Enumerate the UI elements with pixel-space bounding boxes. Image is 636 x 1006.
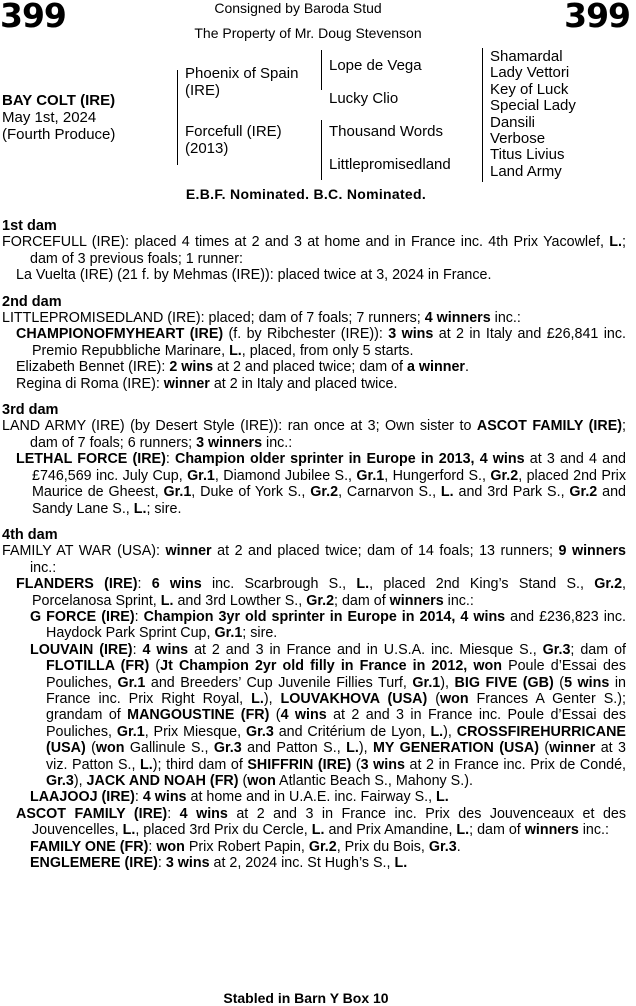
progeny-entry: Elizabeth Bennet (IRE): 2 wins at 2 and placed twice; dam of a winner. (16, 359, 469, 376)
pedigree-grandsire-sire: Lope de Vega (329, 57, 422, 74)
progeny-entry: LAAJOOJ (IRE): 4 wins at home and in U.A.E. inc. Fairway S., L. (30, 789, 449, 806)
section-heading: 4th dam (2, 526, 58, 543)
progeny-entry: ASCOT FAMILY (IRE): 4 wins at 2 and 3 in France inc. Prix des Jouvenceaux et des Jouvencelles, L., placed 3rd Prix du Cercle, L. and Prix Amandine, L.; dam of winners inc.: (16, 805, 626, 839)
pedigree-divider (482, 48, 483, 86)
progeny-entry: Regina di Roma (IRE): winner at 2 in Italy and placed twice. (16, 375, 398, 392)
pedigree-divider (321, 50, 322, 90)
pedigree-sire: Phoenix of Spain (IRE) (185, 65, 299, 99)
pedigree-great-grandparents: Shamardal Lady Vettori Key of Luck Special Lady Dansili Verbose Titus Livius Land Army (490, 48, 576, 180)
progeny-entry: G FORCE (IRE): Champion 3yr old sprinter in Europe in 2014, 4 wins and £236,823 inc. Haydock Park Sprint Cup, Gr.1; sire. (30, 608, 626, 642)
dam-paragraph: LAND ARMY (IRE) (by Desert Style (IRE)): ran once at 3; Own sister to ASCOT FAMILY (IRE); dam of 7 foals; 6 runners; 3 winners inc.: (2, 418, 626, 451)
stabling-info: Stabled in Barn Y Box 10 (223, 990, 389, 1006)
pedigree-divider (321, 120, 322, 180)
progeny-entry: LOUVAIN (IRE): 4 wins at 2 and 3 in France and in U.S.A. inc. Miesque S., Gr.3; dam of FLOTILLA (FR) (Jt Champion 2yr old filly in France in 2012, won Poule d’Essai des Pouliches, Gr.1 and Breeders’ Cup Juvenile Fillies Turf, Gr.1), BIG FIVE (GB) (5 wins in France inc. Prix Right Royal, L.), LOUVAKHOVA (USA) (won Frances A Genter S.); grandam of MANGOUSTINE (FR) (4 wins at 2 and 3 in France inc. Poule d’Essai des Pouliches, Gr.1, Prix Miesque, Gr.3 and Critérium de Lyon, L.), CROSSFIREHURRICANE (USA) (won Gallinule S., Gr.3 and Patton S., L.), MY GENERATION (USA) (winner at 3 viz. Patton S., L.); third dam of SHIFFRIN (IRE) (3 wins at 2 in France inc. Prix de Condé, Gr.3), JACK AND NOAH (FR) (won Atlantic Beach S., Mahony S.). (30, 641, 627, 789)
progeny-entry: LETHAL FORCE (IRE): Champion older sprinter in Europe in 2013, 4 wins at 3 and 4 and £746,569 inc. July Cup, Gr.1, Diamond Jubilee S., Gr.1, Hungerford S., Gr.2, placed 2nd Prix Maurice de Gheest, Gr.1, Duke of York S., Gr.2, Carnarvon S., L. and 3rd Park S., Gr.2 and Sandy Lane S., L.; sire. (16, 451, 626, 517)
progeny-entry: CHAMPIONOFMYHEART (IRE) (f. by Ribchester (IRE)): 3 wins at 2 in Italy and £26,841 inc. Premio Repubbliche Marinare, L., placed, from only 5 starts. (16, 326, 627, 359)
pedigree-divider (482, 115, 483, 149)
horse-title: BAY COLT (IRE) (2, 92, 116, 109)
pedigree-divider (482, 148, 483, 182)
section-heading: 1st dam (2, 218, 57, 234)
section-heading: 3rd dam (2, 402, 59, 419)
progeny-entry: ENGLEMERE (IRE): 3 wins at 2, 2024 inc. St Hugh’s S., L. (30, 855, 408, 872)
progeny-entry: La Vuelta (IRE) (21 f. by Mehmas (IRE)): placed twice at 3, 2024 in France. (16, 267, 492, 284)
consignor: Consigned by Baroda Stud (214, 0, 382, 16)
dam-paragraph: FORCEFULL (IRE): placed 4 times at 2 and 3 at home and in France inc. 4th Prix Yacowlef, L.; dam of 3 previous foals; 1 runner: (2, 234, 626, 267)
horse-description (2, 92, 115, 143)
section-heading: 2nd dam (2, 293, 62, 310)
pedigree-divider (177, 70, 178, 165)
pedigree-granddam-dam: Littlepromisedland (329, 156, 451, 173)
progeny-entry: FLANDERS (IRE): 6 wins inc. Scarbrough S., L., placed 2nd King’s Stand S., Gr.2, Porcelanosa Sprint, L. and 3rd Lowther S., Gr.2; dam of winners inc.: (16, 576, 627, 609)
lot-number-right: 399 (564, 0, 630, 35)
nominations: E.B.F. Nominated. B.C. Nominated. (185, 186, 427, 202)
dam-paragraph: LITTLEPROMISEDLAND (IRE): placed; dam of 7 foals; 7 runners; 4 winners inc.: (2, 310, 521, 327)
horse-produce: (Fourth Produce) (2, 126, 116, 143)
pedigree-dam: Forcefull (IRE) (2013) (185, 123, 282, 157)
catalogue-body (2, 218, 626, 871)
pedigree-grandsire-dam: Thousand Words (329, 123, 443, 140)
pedigree-granddam-sire: Lucky Clio (329, 90, 399, 107)
property-line: The Property of Mr. Doug Stevenson (194, 25, 422, 41)
horse-dob: May 1st, 2024 (2, 109, 97, 126)
progeny-entry: FAMILY ONE (FR): won Prix Robert Papin, Gr.2, Prix du Bois, Gr.3. (30, 838, 461, 855)
dam-paragraph: FAMILY AT WAR (USA): winner at 2 and placed twice; dam of 14 foals; 13 runners; 9 winners inc.: (2, 543, 626, 576)
lot-number-left: 399 (0, 0, 66, 35)
